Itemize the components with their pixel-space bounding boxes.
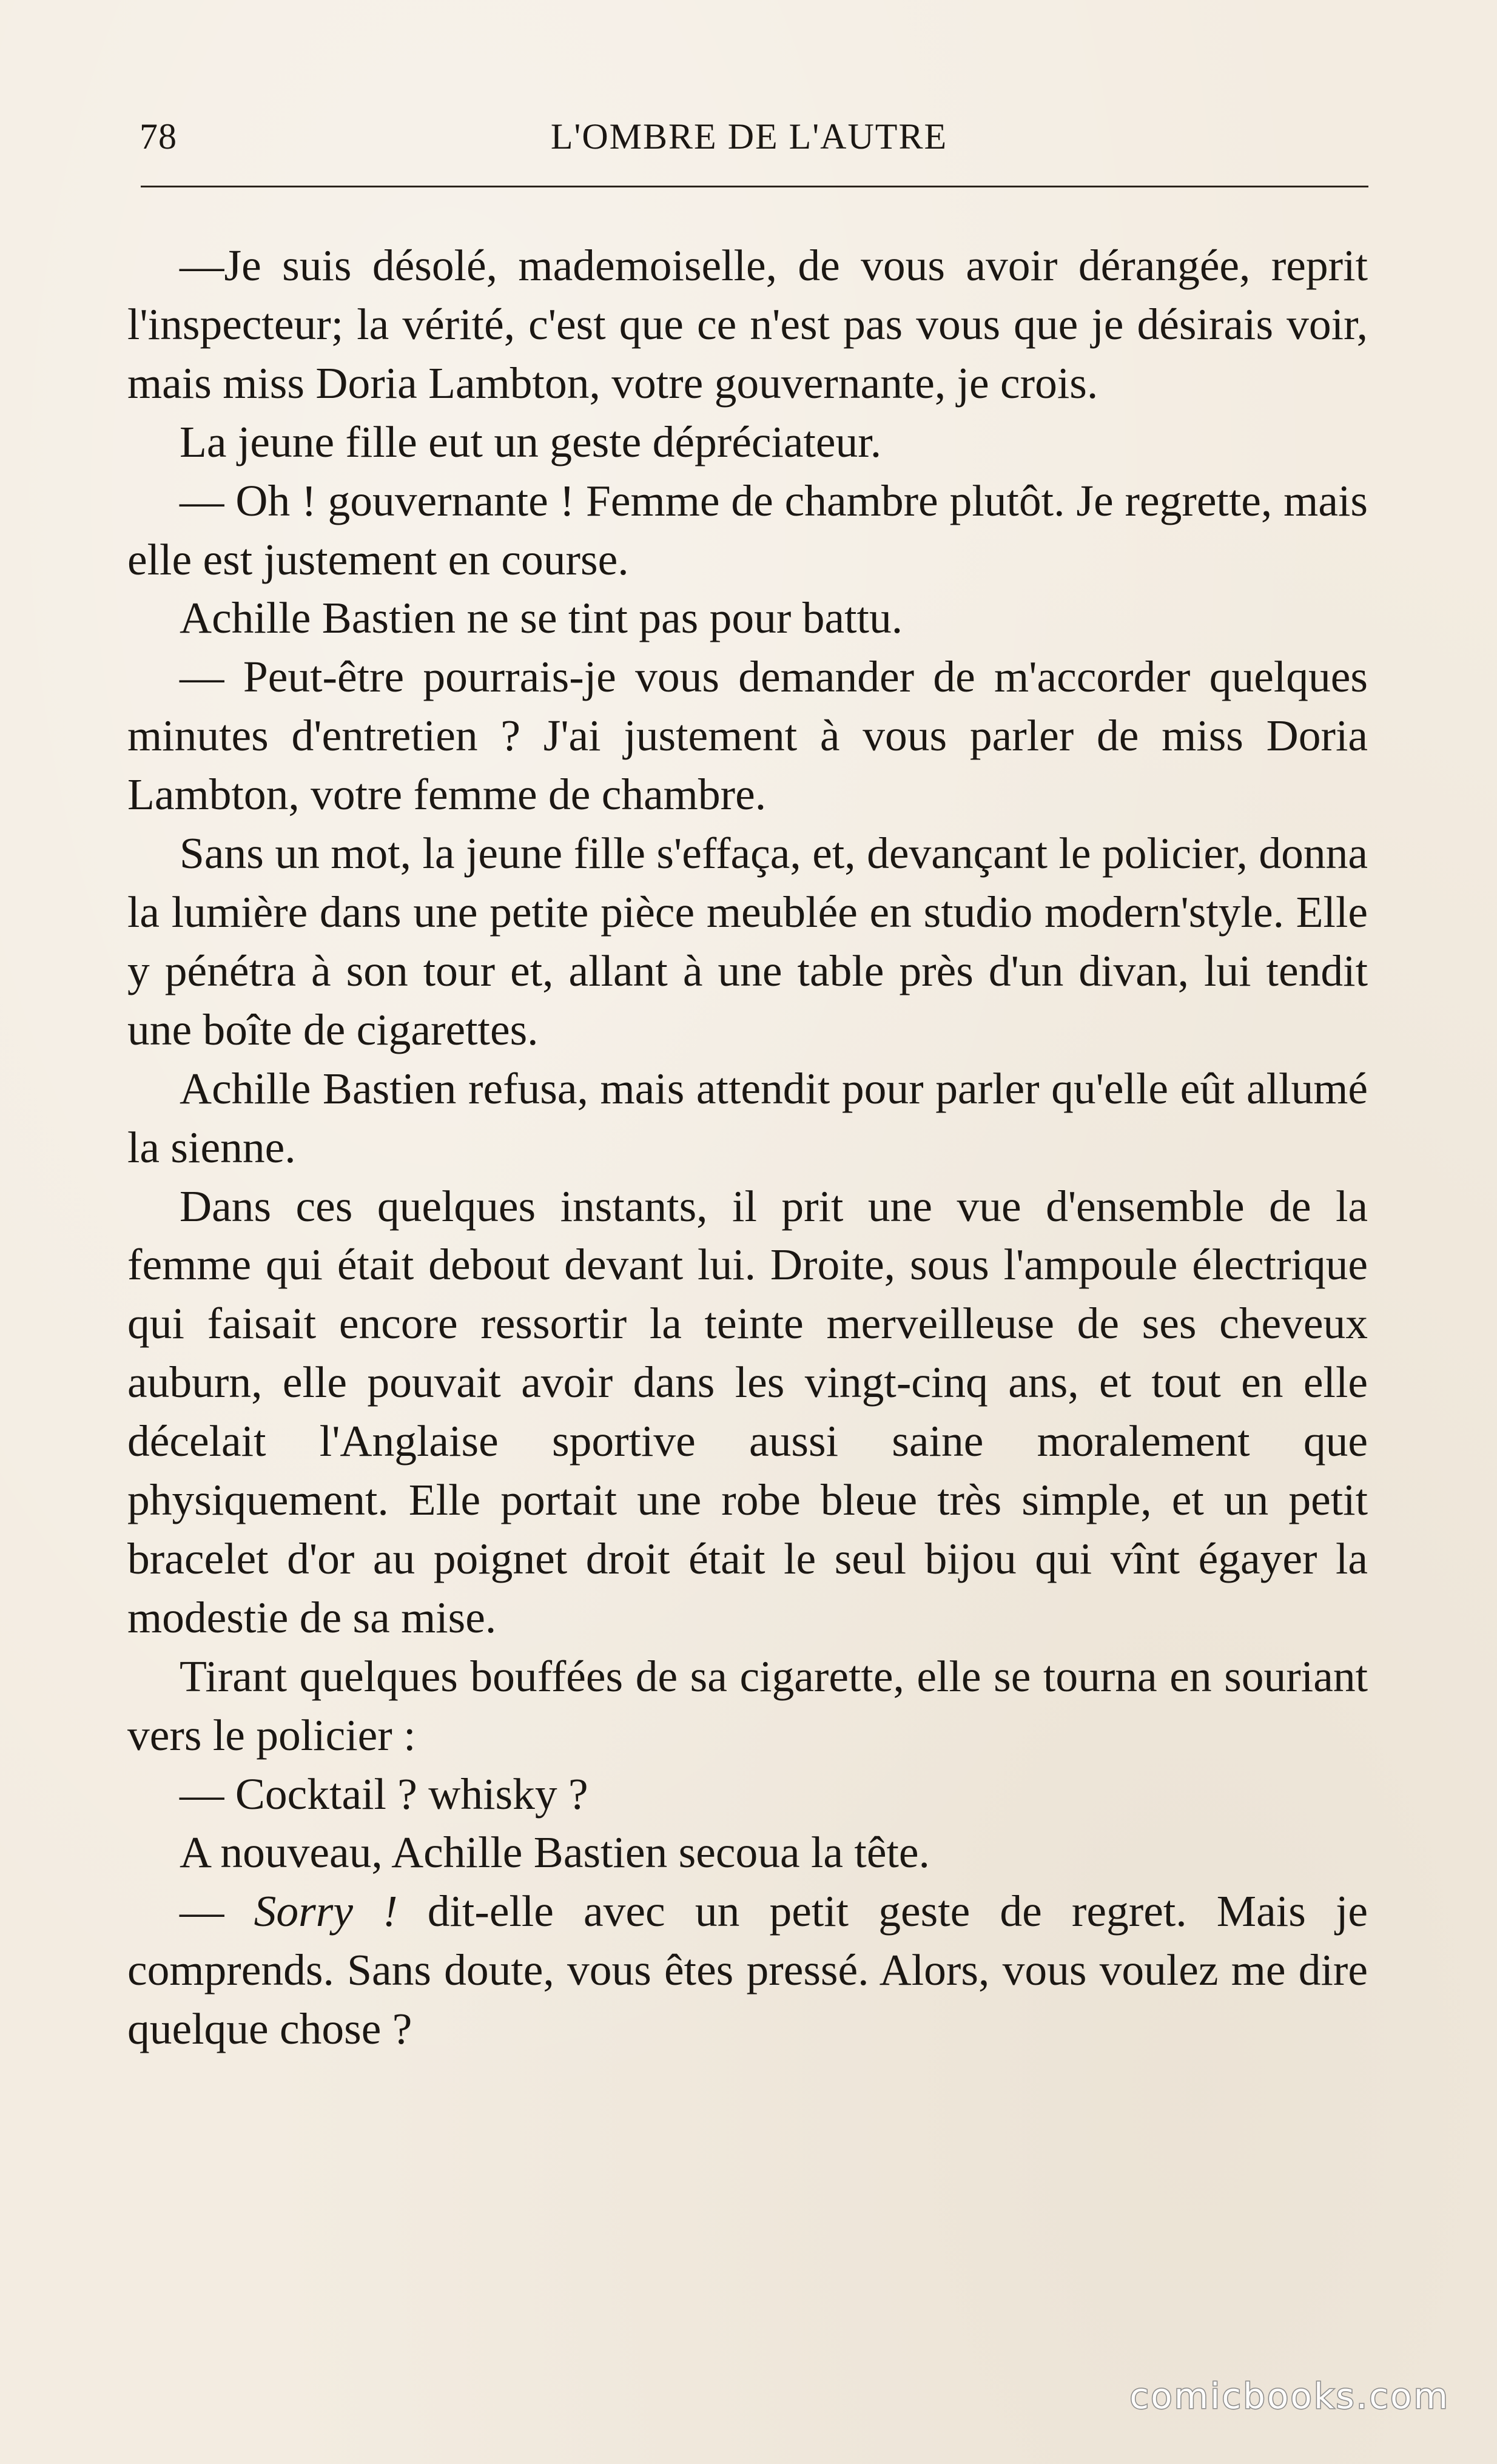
italic-phrase: Sorry ! xyxy=(254,1887,398,1936)
paragraph: La jeune fille eut un geste dépréciateur. xyxy=(180,417,882,466)
paragraph: Achille Bastien refusa, mais attendit pour parler qu'elle eût allumé la sienne. xyxy=(127,1063,1368,1172)
paragraph: — Peut-être pourrais-je vous demander de m'accorder quelques minutes d'entretien ? J'ai justement à vous parler de miss Doria Lambton, votre femme de chambre. xyxy=(127,652,1368,820)
paragraph: —Je suis désolé, mademoiselle, de vous avoir dérangée, reprit l'inspecteur; la vérité, c'est que ce n'est pas vous que je désirais voir, mais miss Doria Lambton, votre gouvernante, je crois. xyxy=(127,241,1368,408)
paragraph: A nouveau, Achille Bastien secoua la tête. xyxy=(180,1828,930,1877)
running-title: L'OMBRE DE L'AUTRE xyxy=(550,116,948,157)
page-number: 78 xyxy=(140,116,177,157)
header-rule xyxy=(141,186,1368,187)
paragraph: Dans ces quelques instants, il prit une vue d'ensemble de la femme qui était debout devant lui. Droite, sous l'ampoule électrique qui faisait encore ressortir la teinte merveilleuse de ses cheveux auburn, elle pouvait avoir dans les vingt-cinq ans, et tout en elle décelait l'Anglaise sportive aussi saine moralement que physiquement. Elle portait une robe bleue très simple, et un petit bracelet d'or au poignet droit était le seul bijou qui vînt égayer la modestie de sa mise. xyxy=(127,1181,1368,1642)
paragraph-lead: — xyxy=(180,1887,254,1936)
paragraph-rest: dit-elle avec un petit geste de regret. Mais je comprends. Sans doute, vous êtes pressé. Alors, vous voulez me dire quelque chose ? xyxy=(127,1887,1368,2054)
body-text xyxy=(127,237,1368,2059)
paragraph: Sans un mot, la jeune fille s'effaça, et, devançant le policier, donna la lumière dans une petite pièce meublée en studio modern'style. Elle y pénétra à son tour et, allant à une table près d'un divan, lui tendit une boîte de cigarettes. xyxy=(127,829,1368,1054)
paragraph: — Oh ! gouvernante ! Femme de chambre plutôt. Je regrette, mais elle est justement en course. xyxy=(127,476,1368,584)
paragraph: Tirant quelques bouffées de sa cigarette, elle se tourna en souriant vers le policier : xyxy=(127,1651,1368,1760)
paragraph: — Cocktail ? whisky ? xyxy=(180,1769,588,1819)
watermark: comicbooks.com xyxy=(1129,2375,1450,2417)
running-head xyxy=(140,109,1359,164)
paragraph: Achille Bastien ne se tint pas pour battu. xyxy=(180,593,903,643)
paragraph-last xyxy=(127,1882,1368,2059)
